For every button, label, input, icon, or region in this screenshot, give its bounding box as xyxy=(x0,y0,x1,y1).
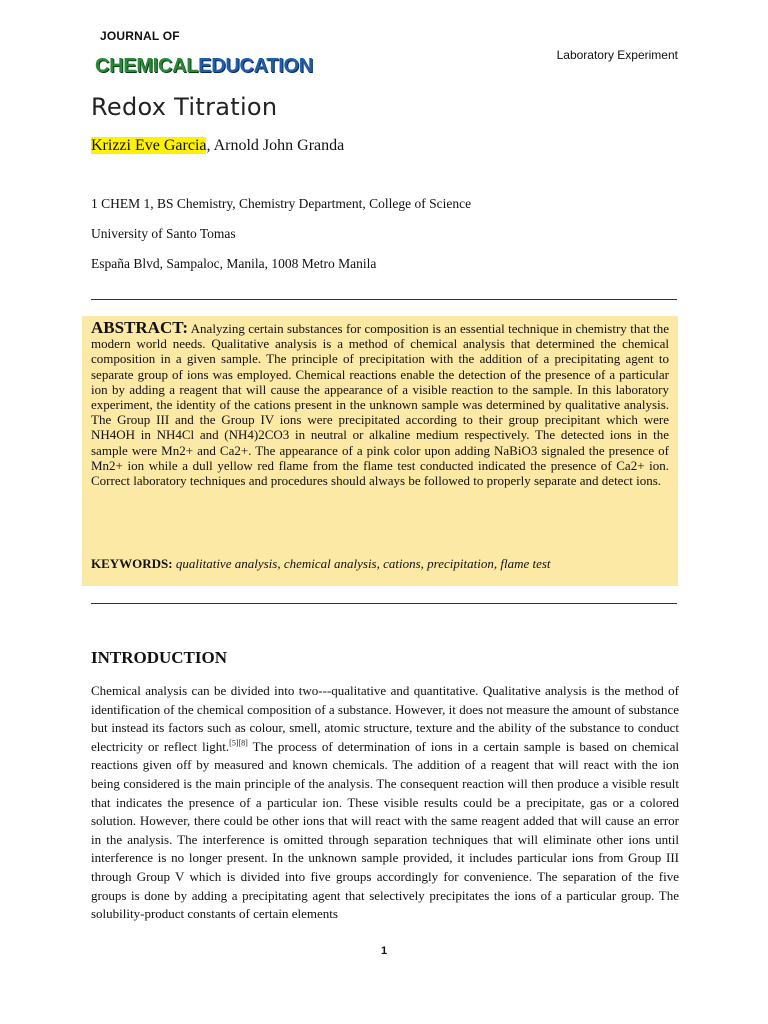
abstract-paragraph xyxy=(91,320,669,488)
author-rest: , Arnold John Granda xyxy=(206,137,345,154)
divider-top xyxy=(91,299,677,300)
divider-bottom xyxy=(91,603,677,604)
author-highlighted: Krizzi Eve Garcia xyxy=(91,137,207,154)
citation-ref: [5][8] xyxy=(229,738,248,748)
journal-of-label: JOURNAL OF xyxy=(100,29,180,43)
keywords-list: qualitative analysis, chemical analysis, cations, precipitation, flame test xyxy=(175,556,551,571)
affiliation-line-2: University of Santo Tomas xyxy=(91,226,236,241)
keywords-label: KEYWORDS: xyxy=(91,556,173,571)
intro-text-part-2: The process of determination of ions in a certain sample is based on chemical reactions given off by measured and known chemicals. The addition of a reagent that will react with the ion being considered is the main principle of the analysis. The consequent reaction will then produce a visible result that indicates the presence of a particular ion. These visible results could be a precipitate, gas or a colored solution. However, there could be other ions that will react with the same reagent added that will cause an error in the analysis. The interference is omitted through separation techniques that will eliminate other ions until interference is no longer present. In the unknown sample provided, it includes particular ions from Group III through Group V which is divided into five groups accordingly for convenience. The separation of the five groups is done by adding a precipitating agent that selectively precipitates the ions of a particular group. The solubility-product constants of certain elements xyxy=(91,738,679,922)
affiliation-line-3: España Blvd, Sampaloc, Manila, 1008 Metro Manila xyxy=(91,256,377,271)
page-number: 1 xyxy=(380,945,388,957)
journal-logo xyxy=(95,54,313,78)
intro-text-part-1: Chemical analysis can be divided into two---qualitative and quantitative. Qualitative analysis is the method of identification of the chemical composition of a substance. However, it does not measure the amount of substance but instead its factors such as colour, smell, atomic structure, texture and the ability of the substance to conduct electricity or reflect light. xyxy=(91,683,679,754)
section-label: Laboratory Experiment xyxy=(556,48,678,62)
author-list xyxy=(91,137,344,155)
logo-chemical: CHEMICAL xyxy=(95,55,199,77)
introduction-heading: INTRODUCTION xyxy=(91,648,228,667)
abstract-box xyxy=(82,316,678,586)
keywords-line xyxy=(91,556,551,572)
abstract-text: Analyzing certain substances for composition is an essential technique in chemistry that the modern world needs. Qualitative analysis is a method of chemical analysis that determined the chemical composition in a given sample. The principle of precipitation with the addition of a precipitating agent to separate group of ions was employed. Chemical reactions enable the detection of the presence of a particular ion by adding a reagent that will cause the appearance of a visible reaction to the sample. In this laboratory experiment, the identity of the cations present in the unknown sample was determined by qualitative analysis. The Group III and the Group IV ions were precipitated according to their group precipitant which were NH4OH in NH4Cl and (NH4)2CO3 in neutral or alkaline medium respectively. The detected ions in the sample were Mn2+ and Ca2+. The appearance of a pink color upon adding NaBiO3 signaled the presence of Mn2+ ion while a dull yellow red flame from the flame test conducted indicated the presence of Ca2+ ion. Correct laboratory techniques and procedures should always be followed to properly separate and detect ions. xyxy=(91,321,669,489)
affiliation-line-1: 1 CHEM 1, BS Chemistry, Chemistry Department, College of Science xyxy=(91,196,472,211)
abstract-heading: ABSTRACT: xyxy=(91,318,188,337)
logo-education: EDUCATION xyxy=(198,55,313,77)
introduction-paragraph xyxy=(91,682,679,924)
article-title: Redox Titration xyxy=(91,93,278,121)
